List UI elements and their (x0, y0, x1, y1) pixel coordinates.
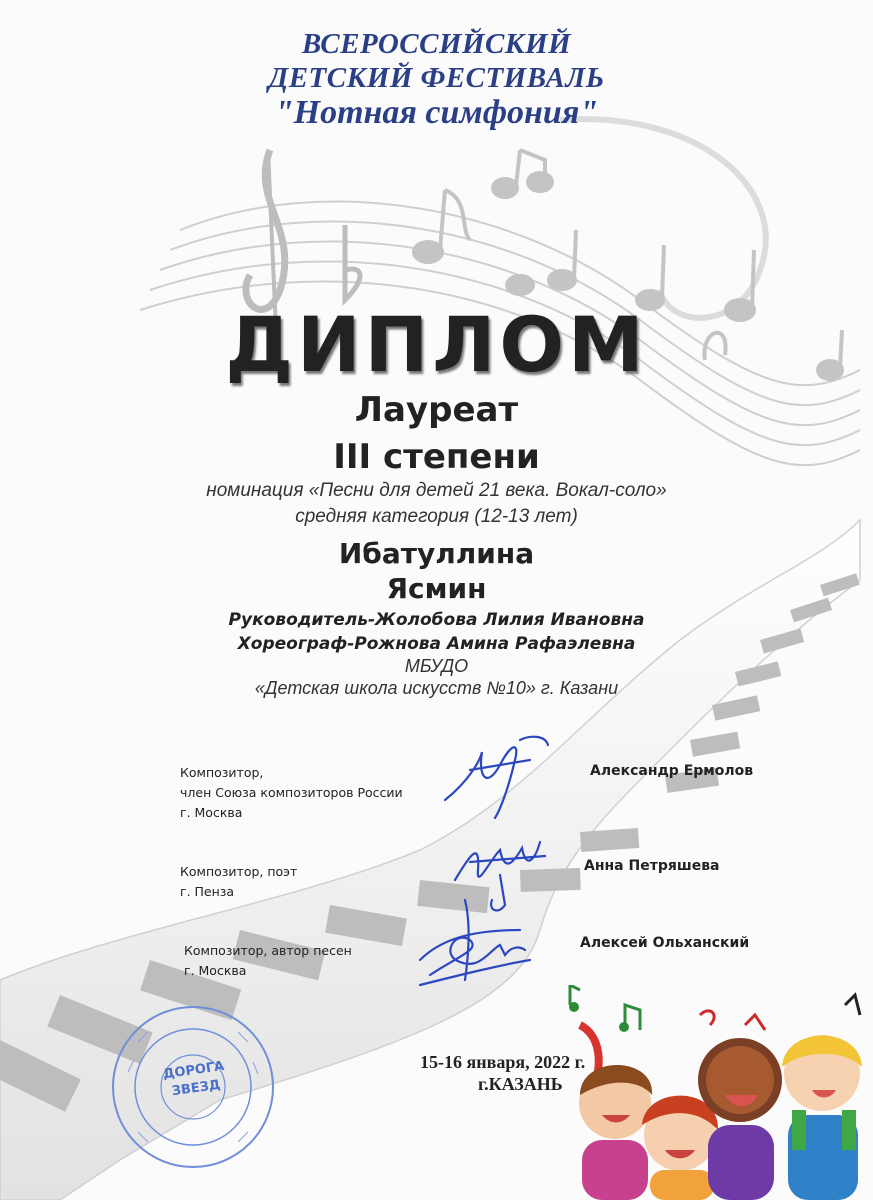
event-date: 15-16 января, 2022 г. (420, 1052, 586, 1072)
signatory-name-1: Александр Ермолов (590, 763, 754, 779)
festival-name: "Нотная симфония" (274, 94, 599, 131)
signature-2 (455, 842, 545, 910)
signatory-role-2: Композитор, поэт г. Пенза (180, 864, 298, 899)
organization-text: МБУДО (404, 656, 469, 676)
school-text: «Детская школа искусств №10» г. Казани (254, 678, 619, 698)
signature-1 (445, 737, 548, 818)
laureate-label: Лауреат (354, 390, 519, 430)
recipient-first-name: Ясмин (386, 572, 487, 605)
signatory-role-1: Композитор, член Союза композиторов России г. Москва (180, 765, 403, 820)
singing-children-illustration (560, 985, 873, 1200)
festival-title-line2: ДЕТСКИЙ ФЕСТИВАЛЬ (268, 62, 605, 94)
choreographer-text: Хореограф-Рожнова Амина Рафаэлевна (237, 634, 636, 654)
signatory-name-2: Анна Петряшева (584, 858, 720, 874)
festival-title-line1: ВСЕРОССИЙСКИЙ (301, 28, 572, 60)
stamp-text: ДОРОГА ЗВЕЗД (162, 1058, 226, 1100)
degree-label: III степени (333, 437, 540, 477)
signatory-role-3: Композитор, автор песен г. Москва (184, 943, 352, 978)
leader-text: Руководитель-Жолобова Лилия Ивановна (228, 610, 645, 630)
diploma-title: ДИПЛОМ (225, 300, 648, 389)
signatory-name-3: Алексей Ольханский (580, 935, 750, 951)
event-city: г.КАЗАНЬ (478, 1074, 563, 1094)
recipient-surname: Ибатуллина (338, 537, 535, 570)
signature-3 (420, 900, 530, 985)
nomination-text: номинация «Песни для детей 21 века. Вокал-соло» (206, 480, 667, 501)
category-text: средняя категория (12-13 лет) (295, 506, 578, 527)
